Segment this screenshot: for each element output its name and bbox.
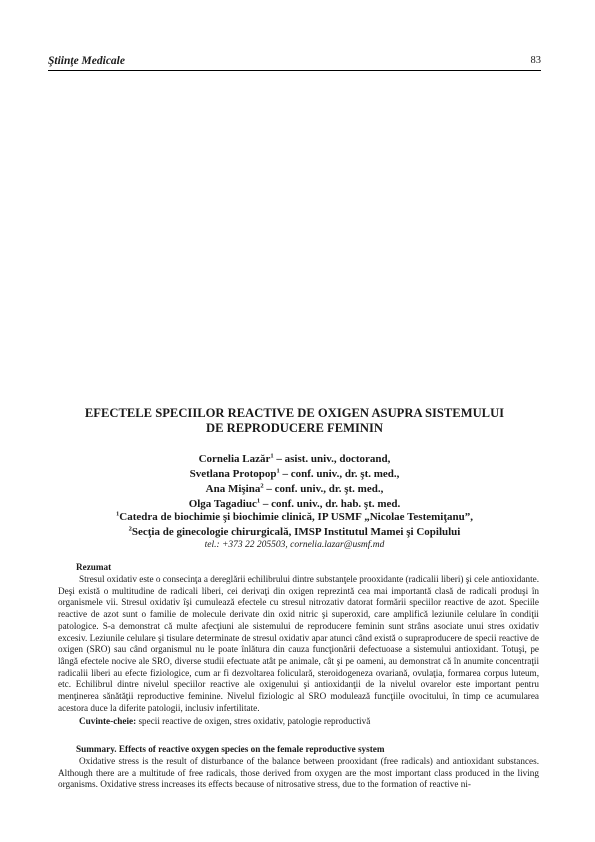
- author-affil-mark: 1: [276, 467, 280, 475]
- author-name: Olga Tagadiuc: [188, 498, 257, 510]
- running-header: [48, 55, 541, 71]
- journal-name: Ştiinţe Medicale: [48, 55, 125, 67]
- affiliation-text: Secţia de ginecologie chirurgicală, IMSP Institutul Mamei şi Copilului: [131, 525, 461, 538]
- author-affil-mark: 1: [270, 452, 274, 460]
- affiliation-line: [48, 510, 541, 525]
- summary-text: Oxidative stress is the result of disturbance of the balance between prooxidant (free radicals) and antioxidant substances. Although there are a multitude of free radicals, those derived from oxygen are the most important class produced in the living organisms. Oxidative stress increases its effects because of nitrosative stress, due to the formation of reactive ni-: [58, 756, 539, 790]
- author-role: – conf. univ., dr. şt. med.,: [263, 483, 384, 495]
- author-list: [48, 452, 541, 512]
- author-name: Ana Mişina: [205, 483, 261, 495]
- title-line-2: DE REPRODUCERE FEMININ: [205, 421, 384, 435]
- author-role: – conf. univ., dr. hab. şt. med.: [260, 498, 401, 510]
- keywords: [79, 716, 370, 726]
- author-role: – asist. univ., doctorand,: [273, 453, 391, 465]
- page-number: 83: [530, 55, 541, 66]
- author-line: [48, 452, 541, 467]
- affiliation-text: Catedra de biochimie şi biochimie clinică, IP USMF „Nicolae Testemiţanu”,: [119, 511, 473, 523]
- author-name: Cornelia Lazăr: [198, 453, 271, 465]
- author-affil-mark: 2: [260, 482, 264, 490]
- author-affil-mark: 1: [256, 497, 261, 505]
- title-line-1: EFECTELE SPECIILOR REACTIVE DE OXIGEN ASUPRA SISTEMULUI: [84, 406, 505, 420]
- author-role: – conf. univ., dr. şt. med.,: [279, 468, 400, 480]
- author-name: Svetlana Protopop: [189, 468, 277, 480]
- contact-info: tel.: +373 22 205503, cornelia.lazar@usmf.md: [204, 540, 385, 550]
- summary-heading: Summary. Effects of reactive oxygen species on the female reproductive system: [76, 744, 385, 754]
- rezumat-text: Stresul oxidativ este o consecinţa a dereglării echilibrului dintre substanţele prooxidante (radicalii liberi) şi cele antioxidante. Deşi există o multitudine de radicali liberi, cei derivaţi din oxigen reprezintă cea mai importantă clasă de radicali produşi în organismele vii. Stresul oxidativ îşi cumulează efectele cu stresul nitrozativ datorat formării speciilor reactive de azot. Speciile reactive de azot sunt o familie de molecule derivate din oxid nitric şi superoxid, care amplifică leziunile celulare în condiţii patologice. S-a demonstrat că multe afecţiuni ale sistemului de reproducere feminin sunt strâns asociate unui stres oxidativ excesiv. Leziunile celulare şi tisulare determinate de stresul oxidativ apar atunci când există o supraproducere de specii reactive de oxigen (SRO) sau când organismul nu le poate înlătura din cauza funcţionării defectuoase a sistemului antioxidant. Totuşi, pe lângă efectele nocive ale SRO, diverse studii efectuate atât pe animale, cât şi pe oameni, au demonstrat că în anumite concentraţii radicalii liberi au efecte fiziologice, cum ar fi dezvoltarea foliculară, steroidogeneza ovariană, ovulaţia, formarea corpus luteum, etc. Echilibrul dintre nivelul speciilor reactive ale oxigenului şi antioxidanţii de la nivelul ovarelor este important pentru menţinerea sănătăţii reproductive feminine. Nivelul fiziologic al SRO modulează funcţiile ovocitului, în timp ce acumularea acestora duce la diferite patologii, inclusiv infertilitate.: [58, 574, 539, 713]
- affiliation-number: 2: [128, 524, 132, 532]
- affiliation-number: 1: [116, 510, 120, 518]
- keywords-label: Cuvinte-cheie:: [79, 716, 137, 726]
- article-title: [48, 406, 541, 436]
- summary-body: [58, 756, 539, 791]
- header-rule: [48, 70, 541, 71]
- author-line: [48, 467, 541, 482]
- affiliation-line: [48, 525, 541, 540]
- rezumat-heading: Rezumat: [76, 562, 112, 572]
- rezumat-body: [58, 574, 539, 714]
- author-line: [48, 482, 541, 497]
- keywords-text: specii reactive de oxigen, stres oxidativ, patologie reproductivă: [136, 716, 371, 726]
- affiliations: [48, 510, 541, 539]
